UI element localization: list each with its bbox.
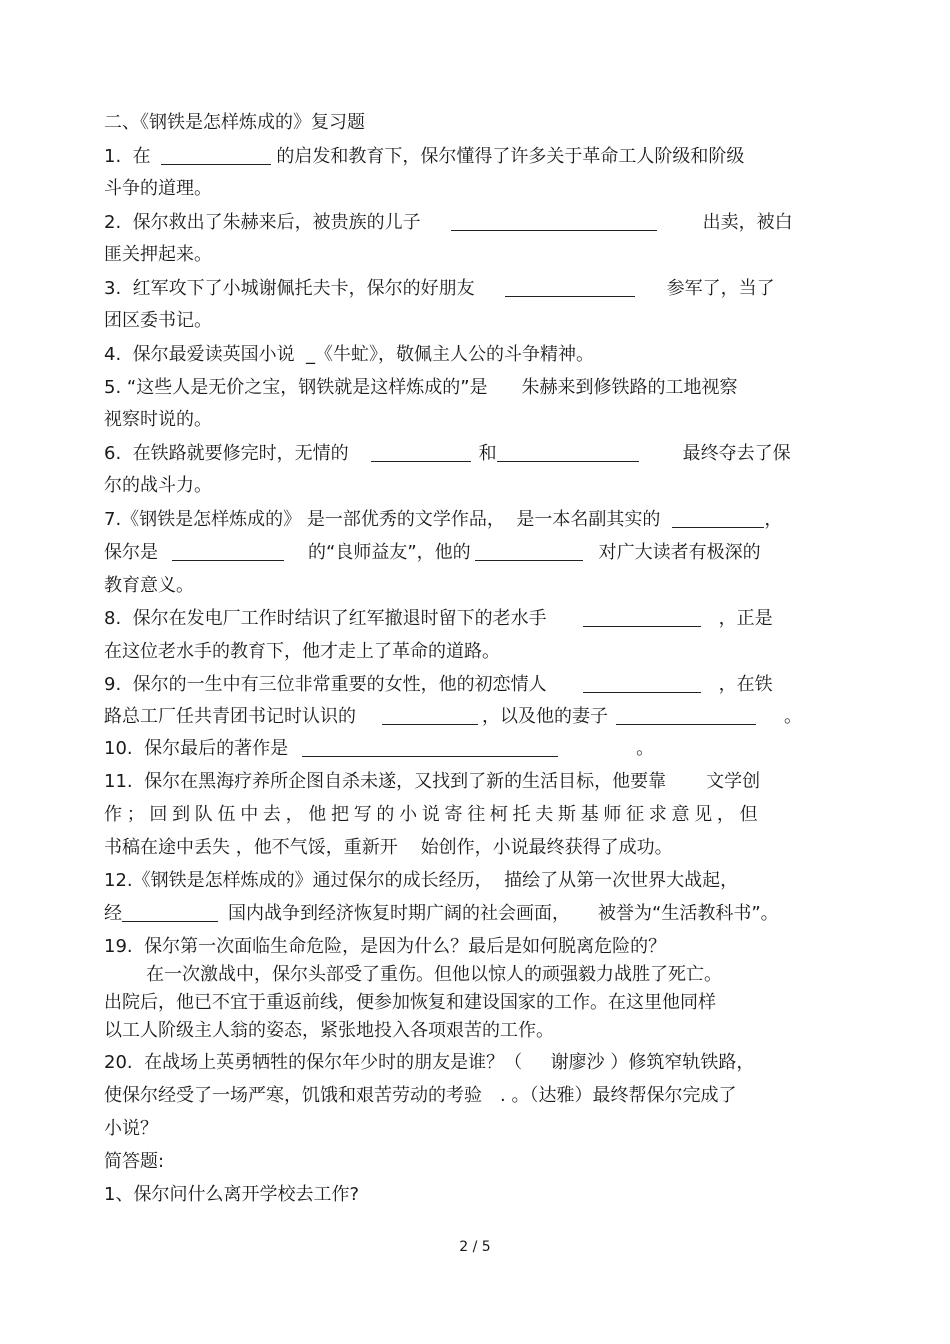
question-11-line-1 bbox=[104, 769, 760, 795]
question-5-line-1 bbox=[104, 375, 738, 401]
question-19: 19. 保尔第一次面临生命危险，是因为什么？最后是如何脱离危险的？ bbox=[104, 936, 667, 957]
page-number: 2 / 5 bbox=[459, 1239, 491, 1255]
question-2-line-2: 匪关押起来。 bbox=[104, 244, 212, 265]
q12-text: 国内战争到经济恢复时期广阔的社会画面， bbox=[228, 903, 570, 924]
q9-text: 。 bbox=[784, 706, 802, 727]
question-4: 4. 保尔最爱读英国小说 _《牛虻》，敬佩主人公的斗争精神。 bbox=[104, 344, 595, 365]
q11-text: 11. 保尔在黑海疗养所企图自杀未遂，又找到了新的生活目标，他要靠 bbox=[104, 771, 667, 792]
question-11-line-3: 书稿在途中丢失 ，他不气馁，重新开 始创作，小说最终获得了成功。 bbox=[104, 837, 673, 858]
answer-blank bbox=[161, 146, 271, 165]
q7-text: 保尔是 bbox=[104, 542, 158, 563]
question-11-line-2: 作；回到队伍中去，他把写的小说寄往柯托夫斯基师征求意见，但 bbox=[104, 804, 763, 825]
q1-text: 的启发和教育下，保尔懂得了许多关于革命工人阶级和阶级 bbox=[270, 146, 745, 167]
answer-blank bbox=[497, 443, 639, 462]
answer-blank bbox=[302, 738, 558, 757]
question-3-line-1 bbox=[104, 276, 775, 302]
q2-text: 出卖，被白 bbox=[702, 212, 793, 233]
q20-text: . 。（达雅）最终帮保尔完成了 bbox=[500, 1085, 737, 1106]
q3-text: 参军了，当了 bbox=[666, 278, 775, 299]
q9-text: 9. 保尔的一生中有三位非常重要的女性，他的初恋情人 bbox=[104, 674, 547, 695]
answer-blank bbox=[371, 443, 471, 462]
question-2-line-1 bbox=[104, 210, 793, 236]
q6-text: 和 bbox=[478, 443, 497, 464]
question-12-line-1: 12.《钢铁是怎样炼成的》通过保尔的成长经历， 描绘了从第一次世界大战起， bbox=[104, 870, 739, 891]
question-20-line-1: 20. 在战场上英勇牺牲的保尔年少时的朋友是谁？（ 谢廖沙 ）修筑窄轨铁路， bbox=[104, 1052, 755, 1073]
q3-text: 3. 红军攻下了小城谢佩托夫卡，保尔的好朋友 bbox=[104, 278, 475, 299]
q12-text: 被誉为“生活教科书”。 bbox=[598, 903, 779, 924]
q8-text: 8. 保尔在发电厂工作时结识了红军撤退时留下的老水手 bbox=[104, 608, 547, 629]
q11-text: 文学创 bbox=[706, 771, 761, 792]
q7-text: 对广大读者有极深的 bbox=[598, 542, 761, 563]
q6-text: 6. 在铁路就要修完时，无情的 bbox=[104, 443, 349, 464]
question-7-line-1 bbox=[104, 507, 782, 533]
answer-19-line-1: 在一次激战中，保尔头部受了重伤。但他以惊人的顽强毅力战胜了死亡。 bbox=[146, 964, 722, 985]
question-20-line-3: 小说？ bbox=[104, 1118, 158, 1139]
question-9-line-1 bbox=[104, 672, 773, 698]
q2-text: 2. 保尔救出了朱赫来后，被贵族的儿子 bbox=[104, 212, 421, 233]
q20-text: 使保尔经受了一场严寒，饥饿和艰苦劳动的考验 bbox=[104, 1085, 482, 1106]
q9-text: ，在铁 bbox=[718, 674, 773, 695]
answer-blank bbox=[382, 706, 478, 725]
question-7-line-3: 教育意义。 bbox=[104, 575, 194, 596]
q5-text: 朱赫来到修铁路的工地视察 bbox=[521, 377, 738, 398]
question-20-line-2 bbox=[104, 1083, 736, 1109]
q9-text: ，以及他的妻子 bbox=[482, 706, 608, 727]
question-1-line-2: 斗争的道理。 bbox=[104, 178, 212, 199]
answer-blank bbox=[505, 278, 635, 297]
question-7-line-2 bbox=[104, 540, 761, 566]
section-title: 二、《钢铁是怎样炼成的》复习题 bbox=[104, 112, 365, 133]
question-10 bbox=[104, 736, 654, 762]
question-8-line-1 bbox=[104, 606, 773, 632]
question-8-line-2: 在这位老水手的教育下，他才走上了革命的道路。 bbox=[104, 641, 500, 662]
q1-text: 1. 在 bbox=[104, 146, 151, 167]
question-9-line-2 bbox=[104, 704, 802, 730]
q10-text: 。 bbox=[636, 738, 655, 759]
question-12-line-2 bbox=[104, 901, 779, 927]
answer-blank bbox=[475, 542, 583, 561]
answer-blank bbox=[672, 509, 764, 528]
answer-blank bbox=[451, 212, 657, 231]
answer-blank bbox=[172, 542, 284, 561]
question-6-line-1 bbox=[104, 441, 791, 467]
answer-blank bbox=[122, 903, 218, 922]
short-answer-heading: 简答题: bbox=[104, 1151, 165, 1172]
answer-blank bbox=[616, 706, 756, 725]
q7-text: 的“良师益友”，他的 bbox=[308, 542, 471, 563]
q12-text: 经 bbox=[104, 903, 122, 924]
answer-19-line-3: 以工人阶级主人翁的姿态，紧张地投入各项艰苦的工作。 bbox=[104, 1020, 554, 1041]
question-1-line-1 bbox=[104, 144, 744, 170]
question-5-line-2: 视察时说的。 bbox=[104, 409, 212, 430]
short-answer-question-1: 1、保尔问什么离开学校去工作? bbox=[104, 1184, 360, 1205]
answer-blank bbox=[583, 608, 701, 627]
q5-text: 5. “这些人是无价之宝，钢铁就是这样炼成的”是 bbox=[104, 377, 488, 398]
q7-text: ， bbox=[764, 509, 783, 530]
question-3-line-2: 团区委书记。 bbox=[104, 310, 212, 331]
q9-text: 路总工厂任共青团书记时认识的 bbox=[104, 706, 356, 727]
q7-text: 7.《钢铁是怎样炼成的》 是一部优秀的文学作品， 是一本名副其实的 bbox=[104, 509, 661, 530]
q10-text: 10. 保尔最后的著作是 bbox=[104, 738, 289, 759]
question-6-line-2: 尔的战斗力。 bbox=[104, 475, 212, 496]
answer-19-line-2: 出院后，他已不宜于重返前线，便参加恢复和建设国家的工作。在这里他同样 bbox=[104, 992, 716, 1013]
answer-blank bbox=[583, 674, 701, 693]
q6-text: 最终夺去了保 bbox=[682, 443, 791, 464]
q8-text: ，正是 bbox=[718, 608, 773, 629]
